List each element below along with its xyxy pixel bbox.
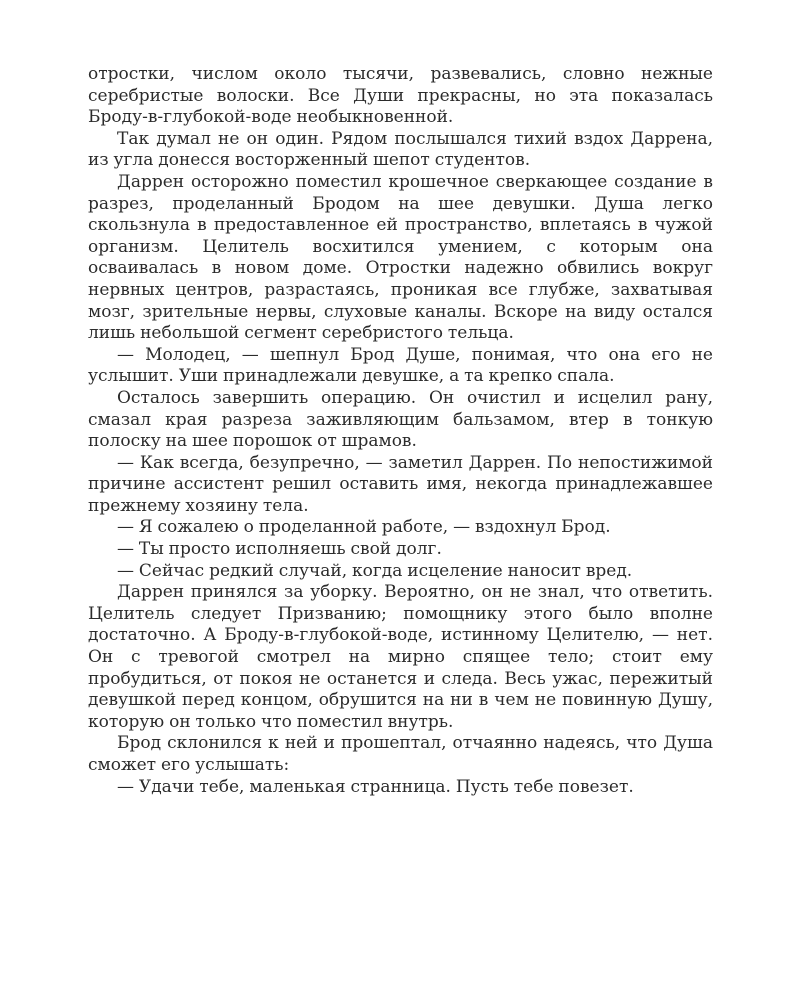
dialogue-line: — Сейчас редкий случай, когда исцеление наносит вред. <box>117 560 633 581</box>
paragraph: Даррен принялся за уборку. Вероятно, он не знал, что ответить. Целитель следует Призванию; помощнику этого было вполне достаточно. А Броду-в-глубокой-воде, истинному Целителю, — нет. Он с тревогой смотрел на мирно спящее тело; стоит ему пробудиться, от покоя не останется и следа. Весь ужас, пережитый девушкой перед концом, обрушится на ни в чем не повинную Душу, которую он только что поместил внутрь. <box>88 582 713 732</box>
dialogue-line: — Как всегда, безупречно, — заметил Даррен. По непостижимой причине ассистент решил оставить имя, некогда принадлежавшее прежнему хозяину тела. <box>88 452 713 516</box>
dialogue-line: — Я сожалею о проделанной работе, — вздохнул Брод. <box>117 517 611 538</box>
dialogue-line: — Молодец, — шепнул Брод Душе, понимая, что она его не услышит. Уши принадлежали девушке, а та крепко спала. <box>88 344 713 387</box>
paragraph: Осталось завершить операцию. Он очистил и исцелил рану, смазал края разреза заживляющим бальзамом, втер в тонкую полоску на шее порошок от шрамов. <box>88 387 713 452</box>
paragraph: Брод склонился к ней и прошептал, отчаянно надеясь, что Душа сможет его услышать: <box>88 733 713 775</box>
dialogue-line: — Ты просто исполняешь свой долг. <box>117 539 442 560</box>
paragraph: Так думал не он один. Рядом послышался тихий вздох Даррена, из угла донесся восторженный шепот студентов. <box>88 128 713 171</box>
paragraph: Даррен осторожно поместил крошечное сверкающее создание в разрез, проделанный Бродом на шее девушки. Душа легко скользнула в предоставленное ей пространство, вплетаясь в чужой организм. Целитель восхитился умением, с которым она осваивалась в новом доме. Отростки надежно обвились вокруг нервных центров, разрастаясь, проникая все глубже, захватывая мозг, зрительные нервы, слуховые каналы. Вскоре на виду остался лишь небольшой сегмент серебристого тельца. <box>88 171 713 344</box>
dialogue-line: — Удачи тебе, маленькая странница. Пусть тебе повезет. <box>117 776 634 797</box>
paragraph-continuation: отростки, числом около тысячи, развевались, словно нежные серебристые волоски. Все Души прекрасны, но эта показалась Броду-в-глубокой-воде необыкновенной. <box>88 64 713 128</box>
book-page <box>88 64 713 798</box>
